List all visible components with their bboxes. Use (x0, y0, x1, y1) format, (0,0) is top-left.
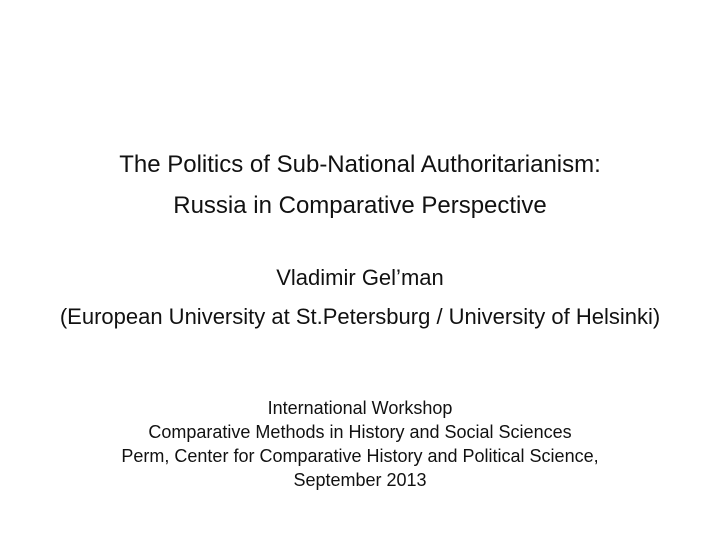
title-line-1: The Politics of Sub-National Authoritarianism: (119, 151, 601, 178)
event-subtitle: Comparative Methods in History and Social Sciences (148, 422, 572, 442)
author-name: Vladimir Gel’man (276, 265, 444, 290)
event-date: September 2013 (293, 470, 427, 490)
event-title: International Workshop (267, 398, 453, 418)
author-affiliation: (European University at St.Petersburg / University of Helsinki) (59, 304, 661, 329)
event-location: Perm, Center for Comparative History and Political Science, (121, 446, 599, 466)
title-line-2: Russia in Comparative Perspective (173, 192, 547, 219)
